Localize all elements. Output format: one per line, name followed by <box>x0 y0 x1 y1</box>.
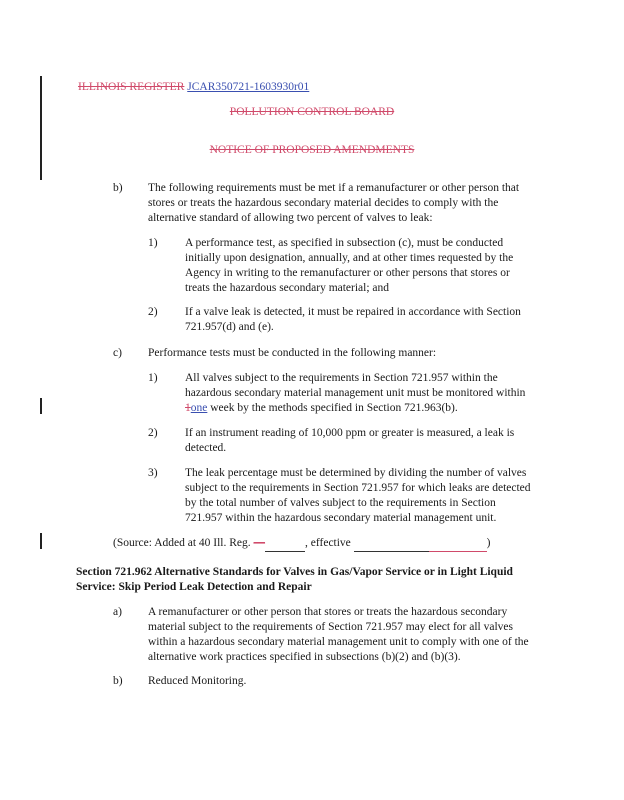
subsection-b-line: stores or treats the hazardous secondary material decides to comply with the <box>148 197 499 209</box>
c2-line: detected. <box>185 442 227 454</box>
subsection-b-line: alternative standard of allowing two percent of valves to leak: <box>148 212 433 224</box>
reg-blank <box>265 536 305 552</box>
board-title: POLLUTION CONTROL BOARD <box>229 106 395 118</box>
c1-line: hazardous secondary material management unit must be monitored within <box>185 387 526 399</box>
c2-label: 2) <box>148 427 158 439</box>
c1-line3 <box>185 401 458 416</box>
c1-insert: one <box>190 402 208 414</box>
subsection-a-line: material subject to the requirements of Section 721.957 may elect for all valves <box>148 621 514 633</box>
b2-label: 2) <box>148 306 158 318</box>
source-mid: , effective <box>305 537 354 549</box>
c1-line: All valves subject to the requirements in Section 721.957 within the <box>185 372 498 384</box>
c1-label: 1) <box>148 372 158 384</box>
c3-line: 721.957 within the hazardous secondary material management unit. <box>185 512 497 524</box>
reduced-monitoring: Reduced Monitoring. <box>148 675 247 687</box>
b1-line: Agency in writing to the remanufacturer or other persons that stores or <box>185 267 510 279</box>
b1-line: initially upon designation, annually, and at other times requested by the <box>185 252 514 264</box>
b2-line: 721.957(d) and (e). <box>185 321 274 333</box>
c3-line: The leak percentage must be determined by dividing the number of valves <box>185 467 527 479</box>
subsection-b2-label: b) <box>113 675 123 687</box>
subsection-c-intro: Performance tests must be conducted in the following manner: <box>148 347 437 359</box>
register-header <box>78 80 309 95</box>
subsection-a-line: A remanufacturer or other person that stores or treats the hazardous secondary <box>148 606 508 618</box>
b1-line: A performance test, as specified in subsection (c), must be conducted <box>185 237 504 249</box>
b2-line: If a valve leak is detected, it must be repaired in accordance with Section <box>185 306 521 318</box>
c1-rest: week by the methods specified in Section 721.963(b). <box>207 402 458 414</box>
subsection-b-label: b) <box>113 182 123 194</box>
subsection-a-line: alternative work practices specified in subsections (b)(2) and (b)(3). <box>148 651 461 663</box>
section-heading: Service: Skip Period Leak Detection and Repair <box>76 581 312 593</box>
register-strike: ILLINOIS REGISTER <box>78 81 185 93</box>
change-bar <box>40 76 42 180</box>
section-heading: Section 721.962 Alternative Standards for Valves in Gas/Vapor Service or in Light Liquid <box>76 566 513 578</box>
b1-label: 1) <box>148 237 158 249</box>
c3-line: by the total number of valves subject to the requirements in Section <box>185 497 496 509</box>
change-bar <box>40 533 42 549</box>
notice-title: NOTICE OF PROPOSED AMENDMENTS <box>209 144 415 156</box>
source-suffix: ) <box>486 537 491 549</box>
effective-blank-red <box>429 536 487 552</box>
c1-strike: 1 <box>185 402 191 414</box>
effective-blank <box>354 536 429 552</box>
b1-line: treats the hazardous secondary material; and <box>185 282 390 294</box>
subsection-c-label: c) <box>113 347 122 359</box>
subsection-a-label: a) <box>113 606 122 618</box>
subsection-a-line: within a hazardous secondary material management unit to comply with one of the <box>148 636 529 648</box>
c3-line: subject to the requirements in Section 721.957 for which leaks are detected <box>185 482 531 494</box>
change-bar <box>40 398 42 414</box>
subsection-b-line: The following requirements must be met if a remanufacturer or other person that <box>148 182 520 194</box>
c3-label: 3) <box>148 467 158 479</box>
source-prefix: (Source: Added at 40 Ill. Reg. <box>113 537 254 549</box>
source-dash: — <box>253 537 266 549</box>
source-note <box>113 536 491 552</box>
register-insert: JCAR350721-1603930r01 <box>187 81 310 93</box>
c2-line: If an instrument reading of 10,000 ppm or greater is measured, a leak is <box>185 427 515 439</box>
